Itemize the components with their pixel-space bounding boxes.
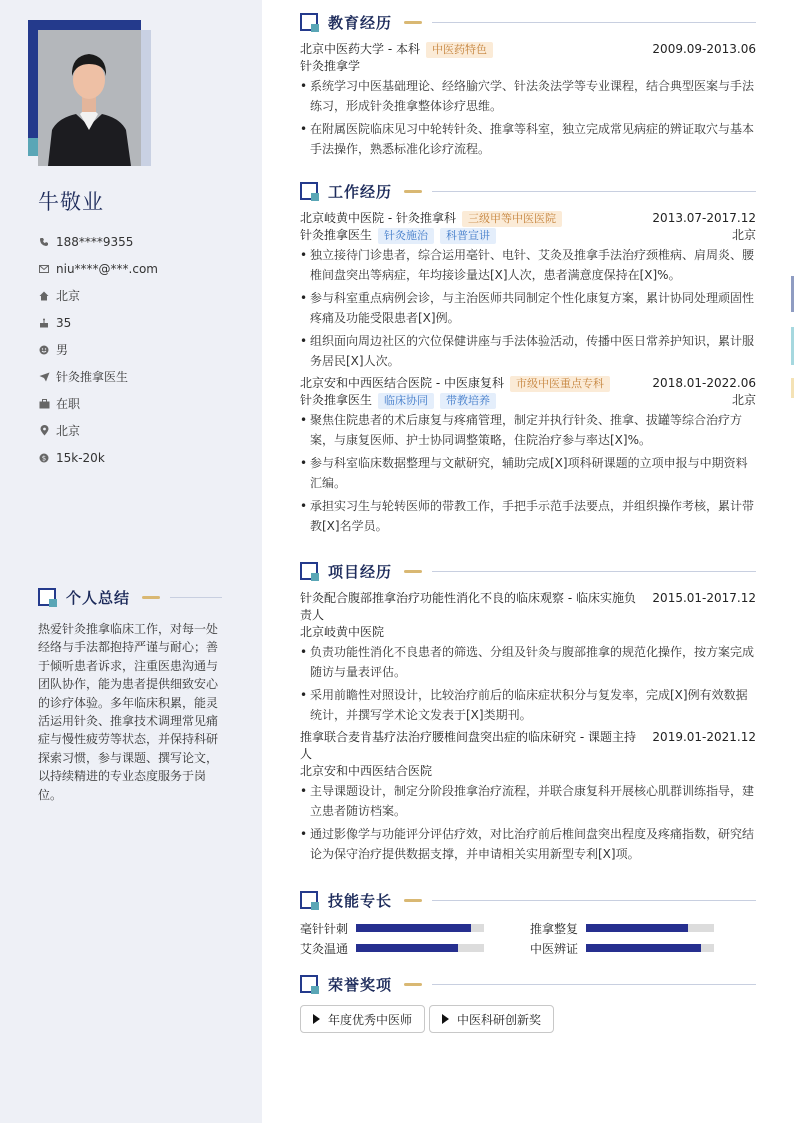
email-row [38,255,238,282]
skill-bar [356,944,484,952]
mail-icon [38,263,50,275]
skills-header [300,889,756,911]
work-city: 北京 [731,393,756,407]
skill-name: 毫针针刺 [300,921,349,936]
phone-text: 188****9355 [56,234,134,249]
section-square-icon [300,182,318,200]
play-triangle-icon [442,1014,449,1024]
list-item: • 参与科室临床数据整理与文献研究，辅助完成[X]项科研课题的立项申报与中期资料汇编。 [300,454,756,493]
org-name: 北京岐黄中医院 - 针灸推拿科 [300,211,456,225]
status-row [38,390,238,417]
work-title: 工作经历 [328,182,393,201]
job-target-text: 针灸推拿医生 [56,370,129,384]
awards-section [300,973,756,1033]
skill-item [300,919,530,937]
project-item [300,729,756,864]
skills-title: 技能专长 [328,891,393,910]
skill-bar [586,924,714,932]
skill-tag: 科普宣讲 [440,228,496,244]
candidate-name: 牛敬业 [38,190,104,214]
project-bullets [300,782,756,864]
skill-fill [356,944,458,952]
home-icon [38,290,50,302]
awards-header [300,973,756,995]
skills-section [300,889,756,957]
project-date: 2019.01-2021.12 [652,730,756,744]
salary-text: 15k-20k [56,450,105,465]
projects-header [300,560,756,582]
face-icon [38,344,50,356]
briefcase-icon [38,398,50,410]
location-row [38,282,238,309]
org-tag: 三级甲等中医医院 [462,211,562,227]
skill-fill [586,924,688,932]
education-item [300,41,756,159]
play-triangle-icon [313,1014,320,1024]
pin-icon [38,425,50,437]
section-square-icon [300,13,318,31]
school-name: 北京中医药大学 - 本科 [300,42,420,56]
target-city-text: 北京 [56,424,81,438]
list-item: • 主导课题设计，制定分阶段推拿治疗流程，并联合康复科开展核心肌群训练指导，建立患者随访档案。 [300,782,756,821]
project-item [300,590,756,725]
project-date: 2015.01-2017.12 [652,591,756,605]
gender-text: 男 [56,343,69,357]
list-item: • 组织面向周边社区的穴位保健讲座与手法体验活动，传播中医日常养护知识，累计服务居民[X]人次。 [300,332,756,371]
age-text: 35 [56,315,72,330]
phone-icon [38,236,50,248]
photo-frame [28,20,151,166]
skill-bar [586,944,714,952]
sidebar [0,0,262,1123]
list-item: • 承担实习生与轮转医师的带教工作，手把手示范手法要点，并组织操作考核，累计带教[X]名学员。 [300,497,756,536]
education-title: 教育经历 [328,13,393,32]
phone-row [38,228,238,255]
skill-bar [356,924,484,932]
summary-text: 热爱针灸推拿临床工作，对每一处经络与手法都抱持严谨与耐心；善于倾听患者诉求，注重医患沟通与团队协作，能为患者提供细致安心的诊疗体验。多年临床积累，能灵活运用针灸、推拿技术调理常见痛症与慢性疲劳等状态，并保持科研探索习惯，参与课题、撰写论文，以持续精进的专业态度服务于岗位。 [38,622,219,802]
projects-title: 项目经历 [328,562,393,581]
target-city-row [38,417,238,444]
list-item: • 在附属医院临床见习中轮转针灸、推拿等科室，独立完成常见病症的辨证取穴与基本手法操作，熟悉标准化诊疗流程。 [300,120,756,159]
section-square-icon [300,975,318,993]
cake-icon [38,317,50,329]
list-item: • 参与科室重点病例会诊，与主治医师共同制定个性化康复方案，累计协同处理顽固性疼痛及功能受限患者[X]例。 [300,289,756,328]
award-label: 中医科研创新奖 [457,1012,542,1027]
profile-photo [38,30,141,166]
work-bullets [300,411,756,536]
salary-row [38,444,238,471]
status-text: 在职 [56,397,81,411]
project-name: 针灸配合腹部推拿治疗功能性消化不良的临床观察 - 临床实施负责人 [300,591,636,622]
awards-list [300,1005,756,1033]
skill-name: 中医辨证 [530,941,579,956]
list-item: • 采用前瞻性对照设计，比较治疗前后的临床症状积分与复发率，完成[X]例有效数据统计，并撰写学术论文发表于[X]类期刊。 [300,686,756,725]
project-org: 北京岐黄中医院 [300,625,385,639]
work-header [300,180,756,202]
skill-name: 艾灸温通 [300,941,349,956]
skill-tag: 针灸施治 [378,228,434,244]
work-item [300,375,756,536]
project-bullets [300,643,756,725]
org-name: 北京安和中西医结合医院 - 中医康复科 [300,376,504,390]
summary-section [38,586,222,804]
list-item: • 通过影像学与功能评分评估疗效，对比治疗前后椎间盘突出程度及疼痛指数，研究结论为保守治疗提供数据支撑，并申请相关实用新型专利[X]项。 [300,825,756,864]
award-item [429,1005,554,1033]
role-name: 针灸推拿医生 [300,393,373,407]
skill-name: 推拿整复 [530,921,579,936]
list-item: • 聚焦住院患者的术后康复与疼痛管理，制定并执行针灸、推拿、拔罐等综合治疗方案，与康复医师、护士协同调整策略，住院治疗参与率达[X]%。 [300,411,756,450]
age-row [38,309,238,336]
location-text: 北京 [56,289,81,303]
school-tag: 中医药特色 [426,42,493,58]
email-text: niu****@***.com [56,261,158,276]
award-item [300,1005,425,1033]
skill-tag: 带教培养 [440,393,496,409]
project-org: 北京安和中西医结合医院 [300,764,433,778]
education-major: 针灸推拿学 [300,59,361,73]
work-date: 2013.07-2017.12 [652,211,756,225]
svg-text:$: $ [41,454,47,462]
job-target-row [38,363,238,390]
education-date: 2009.09-2013.06 [652,42,756,56]
gender-row [38,336,238,363]
work-date: 2018.01-2022.06 [652,376,756,390]
skill-item [530,919,756,937]
education-bullets [300,77,756,159]
send-icon [38,371,50,383]
section-square-icon [38,588,56,606]
projects-section [300,560,756,868]
education-header [300,11,756,33]
list-item: • 系统学习中医基础理论、经络腧穴学、针法灸法学等专业课程，结合典型医案与手法练习，形成针灸推拿整体诊疗思维。 [300,77,756,116]
skill-fill [586,944,701,952]
list-item: • 负责功能性消化不良患者的筛选、分组及针灸与腹部推拿的规范化操作，按方案完成随访与量表评估。 [300,643,756,682]
skill-tag: 临床协同 [378,393,434,409]
skill-item [300,939,530,957]
summary-header [38,586,222,608]
list-item: • 独立接待门诊患者，综合运用毫针、电针、艾灸及推拿手法治疗颈椎病、肩周炎、腰椎间盘突出等病症，年均接诊量达[X]人次，患者满意度保持在[X]%。 [300,246,756,285]
skills-grid [300,919,756,957]
section-square-icon [300,562,318,580]
org-tag: 市级中医重点专科 [510,376,610,392]
summary-title: 个人总结 [66,588,131,607]
contact-info [38,228,238,471]
skill-fill [356,924,471,932]
work-item [300,210,756,371]
education-section [300,11,756,163]
skill-item [530,939,756,957]
awards-title: 荣誉奖项 [328,975,393,994]
award-label: 年度优秀中医师 [328,1012,413,1027]
work-city: 北京 [731,228,756,242]
work-section [300,180,756,540]
role-name: 针灸推拿医生 [300,228,373,242]
work-bullets [300,246,756,371]
section-square-icon [300,891,318,909]
project-name: 推拿联合麦肯基疗法治疗腰椎间盘突出症的临床研究 - 课题主持人 [300,730,636,761]
coin-icon [38,452,50,464]
